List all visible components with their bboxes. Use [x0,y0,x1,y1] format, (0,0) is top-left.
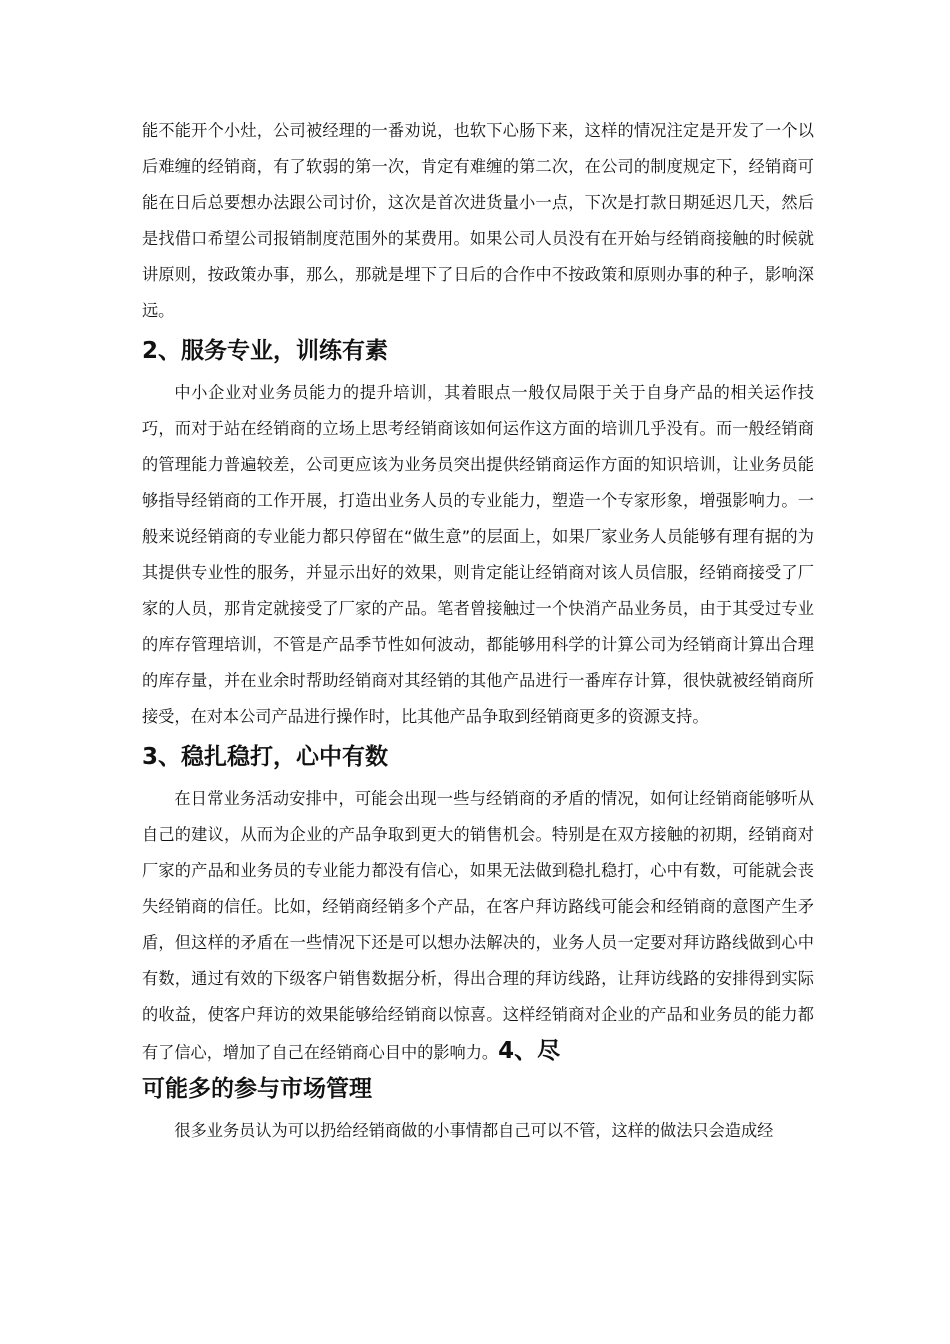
paragraph-1: 能不能开个小灶，公司被经理的一番劝说，也软下心肠下来，这样的情况注定是开发了一个以后难缠的经销商，有了软弱的第一次，肯定有难缠的第二次，在公司的制度规定下，经销商可能在日后总要想办法跟公司讨价，这次是首次进货量小一点，下次是打款日期延迟几天，然后是找借口希望公司报销制度范围外的某费用。如果公司人员没有在开始与经销商接触的时候就讲原则，按政策办事，那么，那就是埋下了日后的合作中不按政策和原则办事的种子，影响深远。 [142,121,814,320]
document-page [142,113,814,1149]
paragraph-4: 很多业务员认为可以扔给经销商做的小事情都自己可以不管，这样的做法只会造成经 [174,1121,774,1140]
section-heading-3: 3、稳扎稳打，心中有数 [142,744,389,770]
section-heading-4-start: 4、尽 [498,1038,561,1064]
paragraph-3-text: 在日常业务活动安排中，可能会出现一些与经销商的矛盾的情况，如何让经销商能够听从自己的建议，从而为企业的产品争取到更大的销售机会。特别是在双方接触的初期，经销商对厂家的产品和业务员的专业能力都没有信心，如果无法做到稳扎稳打，心中有数，可能就会丧失经销商的信任。比如，经销商经销多个产品，在客户拜访路线可能会和经销商的意图产生矛盾，但这样的矛盾在一些情况下还是可以想办法解决的，业务人员一定要对拜访路线做到心中有数，通过有效的下级客户销售数据分析，得出合理的拜访线路，让拜访线路的安排得到实际的收益，使客户拜访的效果能够给经销商以惊喜。这样经销商对企业的产品和业务员的能力都有了信心，增加了自己在经销商心目中的影响力。 [142,789,814,1062]
section-heading-2: 2、服务专业，训练有素 [142,338,389,364]
paragraph-2: 中小企业对业务员能力的提升培训，其着眼点一般仅局限于关于自身产品的相关运作技巧，而对于站在经销商的立场上思考经销商该如何运作这方面的培训几乎没有。而一般经销商的管理能力普遍较差，公司更应该为业务员突出提供经销商运作方面的知识培训，让业务员能够指导经销商的工作开展，打造出业务人员的专业能力，塑造一个专家形象，增强影响力。一般来说经销商的专业能力都只停留在“做生意”的层面上，如果厂家业务人员能够有理有据的为其提供专业性的服务，并显示出好的效果，则肯定能让经销商对该人员信服，经销商接受了厂家的人员，那肯定就接受了厂家的产品。笔者曾接触过一个快消产品业务员，由于其受过专业的库存管理培训，不管是产品季节性如何波动，都能够用科学的计算公司为经销商计算出合理的库存量，并在业余时帮助经销商对其经销的其他产品进行一番库存计算，很快就被经销商所接受，在对本公司产品进行操作时，比其他产品争取到经销商更多的资源支持。 [142,383,814,726]
section-heading-4-end: 可能多的参与市场管理 [142,1076,372,1102]
paragraph-3 [142,781,814,1071]
